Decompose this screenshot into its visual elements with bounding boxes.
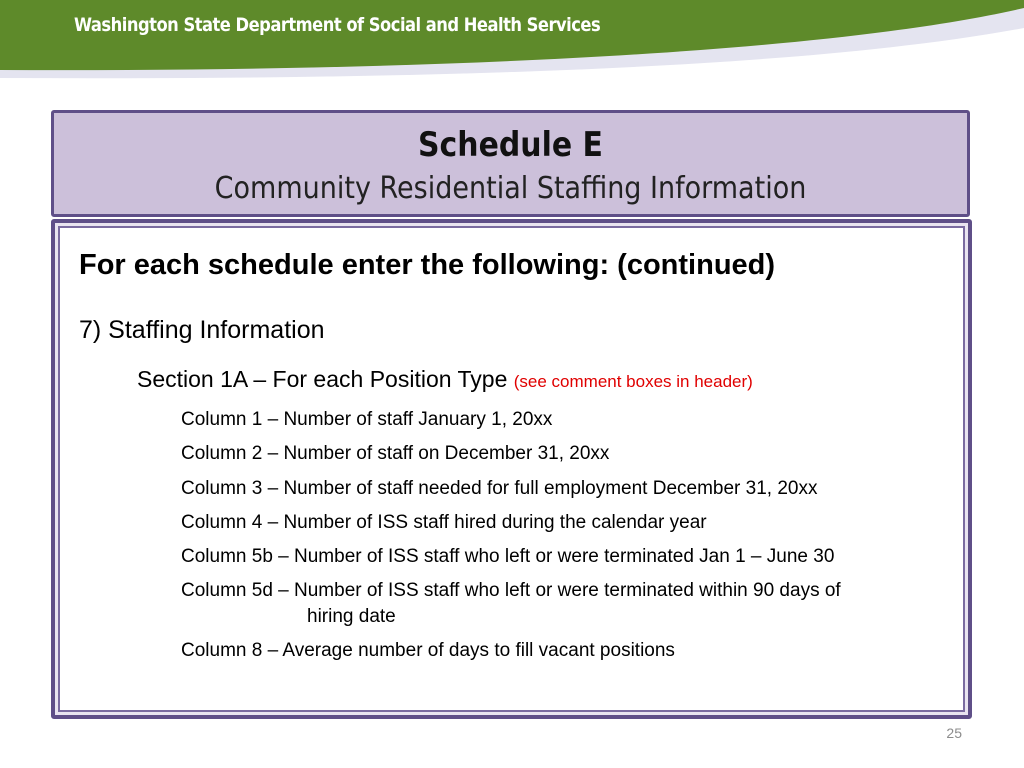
column-item-continuation: hiring date (307, 606, 396, 627)
section-1a (137, 366, 753, 393)
organization-name: Washington State Department of Social and Health Services (74, 14, 601, 36)
column-item: Column 5b – Number of ISS staff who left or were terminated Jan 1 – June 30 (181, 546, 835, 567)
column-item: Column 1 – Number of staff January 1, 20xx (181, 409, 553, 430)
slide-title: Schedule E (417, 125, 603, 165)
column-item: Column 3 – Number of staff needed for full employment December 31, 20xx (181, 478, 818, 499)
item-staffing-information: 7) Staffing Information (79, 316, 325, 344)
column-item: Column 5d – Number of ISS staff who left or were terminated within 90 days of (181, 580, 841, 601)
content-box (51, 219, 972, 719)
content-inner (58, 226, 965, 712)
page-number: 25 (946, 725, 962, 741)
section-label: Section 1A – For each Position Type (137, 366, 508, 392)
column-item: Column 8 – Average number of days to fill vacant positions (181, 640, 675, 661)
content-heading: For each schedule enter the following: (continued) (79, 249, 776, 281)
section-note: (see comment boxes in header) (513, 372, 753, 391)
slide-subtitle: Community Residential Staffing Information (214, 171, 807, 206)
title-box (51, 110, 970, 217)
column-item: Column 4 – Number of ISS staff hired during the calendar year (181, 512, 707, 533)
column-item: Column 2 – Number of staff on December 31, 20xx (181, 443, 610, 464)
